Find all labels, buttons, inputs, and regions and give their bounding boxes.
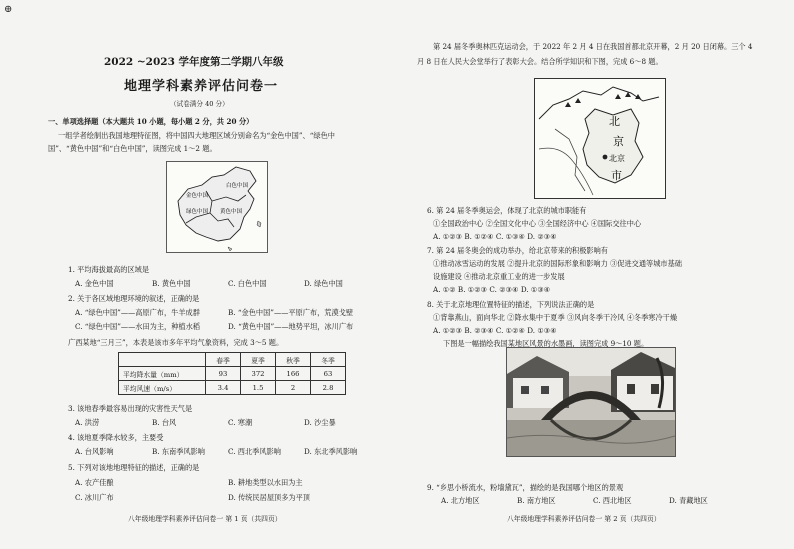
q8-options[interactable]: A. ①②③ B. ②③④ C. ①②④ D. ①③④: [433, 326, 557, 335]
q3-option-a[interactable]: A. 洪涝: [75, 418, 100, 427]
beijing-map: [534, 78, 666, 199]
score-note: （试卷满分 40 分）: [170, 100, 229, 108]
map-label-jing: 京: [613, 135, 624, 148]
table-header-cell: 春季: [206, 353, 241, 367]
map-label-golden: 金色中国: [186, 193, 209, 199]
exam-title: 地理学科素养评估问卷一: [124, 79, 279, 94]
table-cell: 372: [241, 367, 276, 381]
q1-option-b[interactable]: B. 黄色中国: [152, 279, 191, 288]
table-cell: 3.4: [206, 381, 241, 395]
q6-statements: ①全国政治中心 ②全国文化中心 ③全国经济中心 ④国际交往中心: [433, 219, 642, 228]
map-label-green: 绿色中国: [186, 209, 209, 215]
photo-caption: 下图是一幅描绘我国某地区风景的水墨画，读图完成 9～10 题。: [443, 339, 649, 348]
table-row: [119, 367, 346, 381]
q1-stem: 1. 平均海拔最高的区域是: [68, 265, 150, 274]
q4-stem: 4. 该地夏季降水较多，主要受: [68, 433, 164, 442]
q7-options[interactable]: A. ①② B. ①②③ C. ②③④ D. ①③④: [433, 285, 551, 294]
q5-stem: 5. 下列对该地地理特征的描述，正确的是: [68, 463, 200, 472]
table-cell: 平均风速（m/s）: [119, 381, 206, 395]
intro-line-2: 国”、“黄色中国”和“白色中国”，读图完成 1～2 题。: [48, 144, 217, 153]
q9-stem: 9. “乡思小桥流水，粉墙黛瓦”，描绘的是我国哪个地区的景观: [427, 483, 624, 492]
q3-stem: 3. 该地春季最容易出现的灾害性天气是: [68, 404, 193, 413]
table-cell: 93: [206, 367, 241, 381]
table-cell: 63: [311, 367, 346, 381]
table-header-cell: [119, 353, 206, 367]
passage-line: 广西某地“三月三”，本表是该市多年平均气象资料，完成 3～5 题。: [68, 338, 284, 347]
climate-table: [118, 352, 346, 395]
q7-statements-1: ①推动冰雪运动的发展 ②提升北京的国际形象和影响力 ③促进交通等城市基础: [433, 259, 682, 268]
q6-options[interactable]: A. ①②③ B. ①②④ C. ①③④ D. ②③④: [433, 232, 557, 241]
table-cell: 2.8: [311, 381, 346, 395]
q9-option-a[interactable]: A. 北方地区: [441, 496, 480, 505]
q2-stem: 2. 关于各区域地理环境的叙述，正确的是: [68, 294, 200, 303]
map-label-white: 白色中国: [226, 183, 249, 189]
q8-statements: ①背靠燕山，面向华北 ②降水集中于夏季 ③风向冬季干冷风 ④冬季寒冷干燥: [433, 313, 678, 322]
map-label-bei: 北: [609, 115, 620, 128]
q4-option-d[interactable]: D. 东北季风影响: [304, 447, 358, 456]
q4-option-b[interactable]: B. 东南季风影响: [152, 447, 205, 456]
q5-option-b[interactable]: B. 耕地类型以水田为主: [228, 478, 303, 487]
table-row: [119, 381, 346, 395]
map-label-yellow: 黄色中国: [220, 209, 243, 215]
exam-year-header: 2022 ~2023 学年度第二学期八年级: [104, 56, 284, 68]
q4-option-a[interactable]: A. 台风影响: [75, 447, 114, 456]
beijing-city-dot: [603, 155, 608, 160]
china-region-map: [166, 161, 268, 253]
registration-mark: ⊕: [4, 4, 13, 15]
q9-option-c[interactable]: C. 西北地区: [593, 496, 632, 505]
q5-option-c[interactable]: C. 冰川广布: [75, 493, 114, 502]
q6-stem: 6. 第 24 届冬季奥运会，体现了北京的城市职能有: [427, 206, 587, 215]
section-title: 一、单项选择题（本大题共 10 小题，每小题 2 分，共 20 分）: [48, 117, 254, 126]
right-intro-line-1: 第 24 届冬季奥林匹克运动会，于 2022 年 2 月 4 日在我国首都北京开幕，2 月 20 日闭幕。三个 4: [433, 42, 753, 51]
intro-line-1: 一组学者绘制出我国地理特征图，将中国四大地理区域分别命名为“金色中国”、“绿色中: [58, 131, 335, 140]
q2-option-b[interactable]: B. “金色中国”——平原广布，荒漠戈壁: [228, 308, 354, 317]
right-page-footer: 八年级地理学科素养评估问卷一 第 2 页（共四页）: [507, 515, 661, 523]
q2-option-c[interactable]: C. “绿色中国”——水田为主，种植水稻: [75, 322, 200, 331]
table-cell: 2: [276, 381, 311, 395]
q3-option-d[interactable]: D. 沙尘暴: [304, 418, 336, 427]
table-cell: 平均降水量（mm）: [119, 367, 206, 381]
left-page-footer: 八年级地理学科素养评估问卷一 第 1 页（共四页）: [128, 515, 282, 523]
q3-option-c[interactable]: C. 寒潮: [228, 418, 253, 427]
table-header-cell: 夏季: [241, 353, 276, 367]
q9-option-d[interactable]: D. 青藏地区: [669, 496, 708, 505]
ink-painting-image: [506, 347, 676, 457]
q5-option-d[interactable]: D. 传统民居屋顶多为平顶: [228, 493, 310, 502]
table-header-cell: 冬季: [311, 353, 346, 367]
q1-option-c[interactable]: C. 白色中国: [228, 279, 267, 288]
q4-option-c[interactable]: C. 西北季风影响: [228, 447, 281, 456]
q5-option-a[interactable]: A. 农产佳酿: [75, 478, 114, 487]
q8-stem: 8. 关于北京地理位置特征的描述，下列说法正确的是: [427, 300, 595, 309]
q2-option-a[interactable]: A. “绿色中国”——高原广布，牛羊成群: [75, 308, 200, 317]
right-intro-line-2: 月 8 日在人民大会堂举行了表彰大会。结合所学知识和下图，完成 6～8 题。: [417, 57, 663, 66]
map-label-shi: 市: [611, 169, 622, 182]
table-header-row: [119, 353, 346, 367]
table-cell: 1.5: [241, 381, 276, 395]
q7-stem: 7. 第 24 届冬奥会的成功举办，给北京带来的积极影响有: [427, 246, 608, 255]
q3-option-b[interactable]: B. 台风: [152, 418, 177, 427]
q1-option-d[interactable]: D. 绿色中国: [304, 279, 343, 288]
table-cell: 166: [276, 367, 311, 381]
q1-option-a[interactable]: A. 金色中国: [75, 279, 114, 288]
q2-option-d[interactable]: D. “黄色中国”——地势平坦，冰川广布: [228, 322, 354, 331]
map-label-beijing: 北京: [609, 154, 625, 163]
table-header-cell: 秋季: [276, 353, 311, 367]
q7-statements-2: 设施建设 ④推动北京重工业的进一步发展: [433, 272, 565, 281]
q9-option-b[interactable]: B. 南方地区: [517, 496, 556, 505]
